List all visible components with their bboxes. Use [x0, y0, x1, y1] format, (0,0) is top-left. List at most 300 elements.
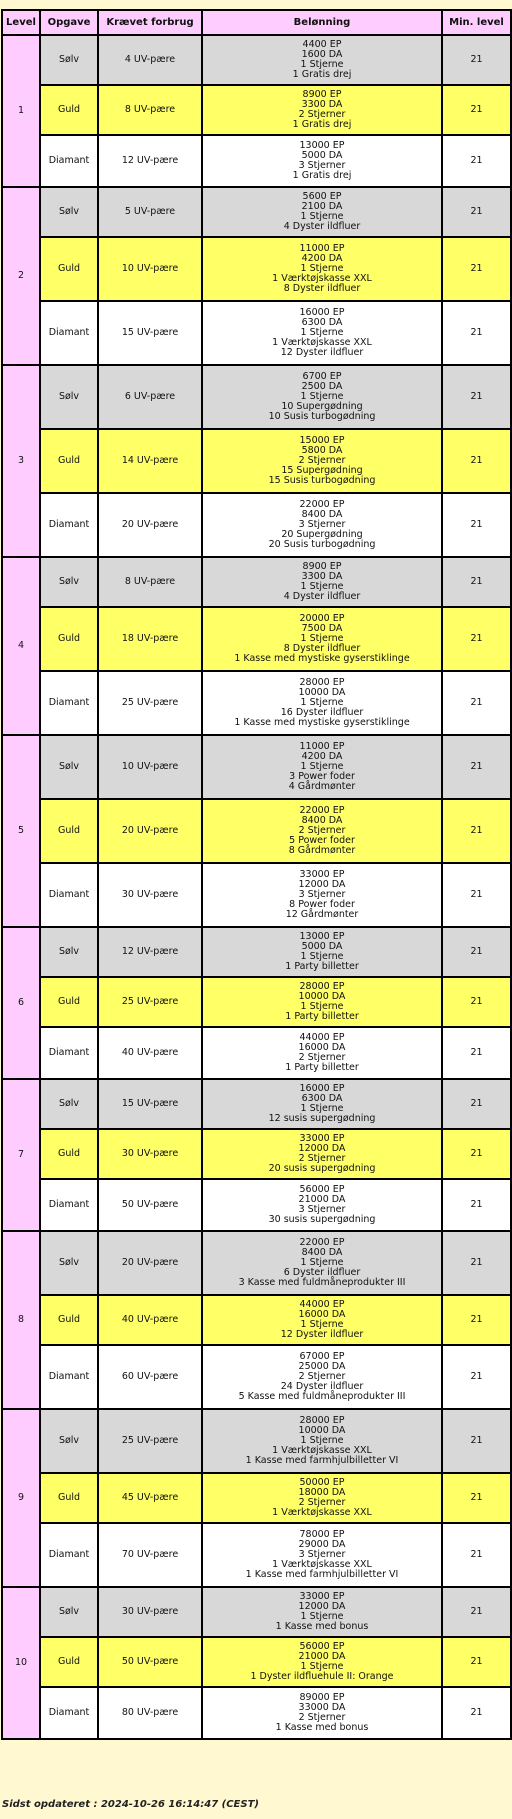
table-row [2, 1179, 511, 1231]
table-row [2, 1587, 511, 1637]
reward-line: 4 Dyster ildfluer [283, 221, 361, 232]
reward-cell [202, 365, 442, 429]
reward-cell [202, 977, 442, 1027]
min-level-cell: 21 [442, 671, 511, 735]
reward-line: 12 Dyster ildfluer [280, 1329, 364, 1340]
reward-line: 8 Power foder [289, 899, 355, 910]
reward-line: 4400 EP [302, 39, 342, 50]
reward-line: 44000 EP [299, 1032, 345, 1043]
forbrug-cell: 80 UV-pære [98, 1687, 202, 1739]
reward-line: 2500 DA [301, 381, 343, 392]
reward-line: 6700 EP [302, 371, 342, 382]
level-cell: 8 [2, 1231, 40, 1409]
reward-line: 1 Stjerne [300, 1319, 344, 1330]
reward-line: 7500 DA [301, 623, 343, 634]
min-level-cell: 21 [442, 237, 511, 301]
reward-line: 6300 DA [301, 1093, 343, 1104]
reward-line: 12 susis supergødning [268, 1113, 376, 1124]
reward-line: 1 Værktøjskasse XXL [272, 1445, 372, 1456]
min-level-cell: 21 [442, 493, 511, 557]
table-row [2, 1295, 511, 1345]
reward-cell [202, 1179, 442, 1231]
reward-line: 16000 DA [298, 1042, 346, 1053]
header-level: Level [2, 10, 40, 35]
reward-cell [202, 1409, 442, 1473]
min-level-cell: 21 [442, 301, 511, 365]
opgave-cell: Diamant [40, 1027, 98, 1079]
opgave-cell: Sølv [40, 1587, 98, 1637]
reward-line: 4200 DA [301, 253, 343, 264]
forbrug-cell: 20 UV-pære [98, 799, 202, 863]
reward-line: 5800 DA [301, 445, 343, 456]
header-forbrug: Krævet forbrug [98, 10, 202, 35]
reward-line: 8400 DA [301, 509, 343, 520]
opgave-cell: Diamant [40, 1179, 98, 1231]
reward-cell [202, 187, 442, 237]
header-min-level: Min. level [442, 10, 511, 35]
reward-line: 12000 DA [298, 879, 346, 890]
reward-line: 50000 EP [299, 1477, 345, 1488]
table-row [2, 799, 511, 863]
reward-line: 1 Værktøjskasse XXL [272, 337, 372, 348]
header-row [2, 10, 511, 35]
min-level-cell: 21 [442, 1587, 511, 1637]
table-row [2, 135, 511, 187]
reward-line: 2 Stjerner [298, 1371, 346, 1382]
min-level-cell: 21 [442, 35, 511, 85]
min-level-cell: 21 [442, 735, 511, 799]
reward-cell [202, 429, 442, 493]
last-updated: Sidst opdateret : 2024-10-26 16:14:47 (CEST) [2, 1799, 259, 1810]
reward-line: 1 Kasse med farmhjulbilletter VI [245, 1455, 399, 1466]
reward-line: 1 Stjerne [300, 391, 344, 402]
level-cell: 3 [2, 365, 40, 557]
header-opgave: Opgave [40, 10, 98, 35]
reward-line: 5000 DA [301, 941, 343, 952]
reward-cell [202, 927, 442, 977]
reward-line: 5000 DA [301, 150, 343, 161]
reward-cell [202, 1587, 442, 1637]
forbrug-cell: 12 UV-pære [98, 135, 202, 187]
reward-line: 1600 DA [301, 49, 343, 60]
reward-line: 16000 EP [299, 307, 345, 318]
opgave-cell: Guld [40, 429, 98, 493]
forbrug-cell: 10 UV-pære [98, 735, 202, 799]
reward-cell [202, 1295, 442, 1345]
opgave-cell: Sølv [40, 557, 98, 607]
reward-line: 10000 DA [298, 1425, 346, 1436]
opgave-cell: Guld [40, 1129, 98, 1179]
forbrug-cell: 18 UV-pære [98, 607, 202, 671]
reward-line: 1 Party billetter [285, 1011, 359, 1022]
reward-line: 1 Stjerne [300, 263, 344, 274]
opgave-cell: Diamant [40, 493, 98, 557]
forbrug-cell: 6 UV-pære [98, 365, 202, 429]
reward-line: 18000 DA [298, 1487, 346, 1498]
min-level-cell: 21 [442, 1473, 511, 1523]
table-row [2, 735, 511, 799]
reward-line: 5 Power foder [289, 835, 355, 846]
reward-line: 15 Susis turbogødning [268, 475, 376, 486]
reward-cell [202, 493, 442, 557]
reward-line: 13000 EP [299, 140, 345, 151]
reward-line: 1 Værktøjskasse XXL [272, 1559, 372, 1570]
opgave-cell: Sølv [40, 927, 98, 977]
reward-line: 1 Stjerne [300, 211, 344, 222]
reward-line: 3 Stjerner [298, 160, 346, 171]
opgave-cell: Diamant [40, 1345, 98, 1409]
reward-line: 8400 DA [301, 1247, 343, 1258]
reward-line: 12 Dyster ildfluer [280, 347, 364, 358]
opgave-cell: Guld [40, 799, 98, 863]
min-level-cell: 21 [442, 1523, 511, 1587]
reward-line: 2 Stjerner [298, 1052, 346, 1063]
opgave-cell: Diamant [40, 671, 98, 735]
forbrug-cell: 45 UV-pære [98, 1473, 202, 1523]
reward-cell [202, 1231, 442, 1295]
reward-line: 1 Stjerne [300, 761, 344, 772]
forbrug-cell: 20 UV-pære [98, 1231, 202, 1295]
reward-line: 44000 EP [299, 1299, 345, 1310]
table-row [2, 927, 511, 977]
level-cell: 10 [2, 1587, 40, 1739]
reward-cell [202, 1129, 442, 1179]
reward-line: 1 Stjerne [300, 327, 344, 338]
forbrug-cell: 15 UV-pære [98, 301, 202, 365]
min-level-cell: 21 [442, 1179, 511, 1231]
reward-line: 21000 DA [298, 1194, 346, 1205]
min-level-cell: 21 [442, 365, 511, 429]
reward-line: 1 Stjerne [300, 633, 344, 644]
reward-cell [202, 799, 442, 863]
opgave-cell: Sølv [40, 1409, 98, 1473]
min-level-cell: 21 [442, 863, 511, 927]
opgave-cell: Sølv [40, 735, 98, 799]
opgave-cell: Sølv [40, 1079, 98, 1129]
reward-line: 8400 DA [301, 815, 343, 826]
forbrug-cell: 5 UV-pære [98, 187, 202, 237]
reward-line: 28000 EP [299, 677, 345, 688]
forbrug-cell: 10 UV-pære [98, 237, 202, 301]
forbrug-cell: 14 UV-pære [98, 429, 202, 493]
table-row [2, 237, 511, 301]
opgave-cell: Sølv [40, 187, 98, 237]
reward-cell [202, 1027, 442, 1079]
reward-line: 12000 DA [298, 1143, 346, 1154]
reward-line: 1 Stjerne [300, 1661, 344, 1672]
min-level-cell: 21 [442, 1231, 511, 1295]
reward-line: 15 Supergødning [281, 465, 363, 476]
reward-line: 1 Stjerne [300, 1001, 344, 1012]
table-row [2, 187, 511, 237]
reward-line: 1 Stjerne [300, 697, 344, 708]
reward-line: 6 Dyster ildfluer [283, 1267, 361, 1278]
reward-line: 5 Kasse med fuldmåneprodukter III [238, 1391, 406, 1402]
reward-cell [202, 1345, 442, 1409]
table-row [2, 1129, 511, 1179]
reward-line: 30 susis supergødning [268, 1214, 376, 1225]
reward-line: 1 Stjerne [300, 59, 344, 70]
reward-line: 2100 DA [301, 201, 343, 212]
min-level-cell: 21 [442, 927, 511, 977]
reward-line: 1 Gratis drej [292, 170, 352, 181]
reward-line: 6300 DA [301, 317, 343, 328]
reward-line: 1 Kasse med bonus [275, 1722, 369, 1733]
opgave-cell: Guld [40, 237, 98, 301]
table-row [2, 1637, 511, 1687]
table-row [2, 493, 511, 557]
reward-line: 3300 DA [301, 99, 343, 110]
level-cell: 6 [2, 927, 40, 1079]
header-belonning: Belønning [202, 10, 442, 35]
reward-cell [202, 671, 442, 735]
table-row [2, 1079, 511, 1129]
min-level-cell: 21 [442, 799, 511, 863]
reward-line: 12000 DA [298, 1601, 346, 1612]
reward-line: 8900 EP [302, 89, 342, 100]
reward-line: 3 Kasse med fuldmåneprodukter III [238, 1277, 406, 1288]
forbrug-cell: 25 UV-pære [98, 1409, 202, 1473]
reward-line: 89000 EP [299, 1692, 345, 1703]
table-row [2, 671, 511, 735]
reward-line: 1 Stjerne [300, 581, 344, 592]
table-row [2, 1345, 511, 1409]
forbrug-cell: 8 UV-pære [98, 85, 202, 135]
level-cell: 4 [2, 557, 40, 735]
table-row [2, 1027, 511, 1079]
min-level-cell: 21 [442, 1345, 511, 1409]
reward-line: 22000 EP [299, 1237, 345, 1248]
reward-line: 8 Dyster ildfluer [283, 643, 361, 654]
level-cell: 2 [2, 187, 40, 365]
table-row [2, 301, 511, 365]
reward-line: 5600 EP [302, 191, 342, 202]
reward-line: 11000 EP [299, 741, 345, 752]
level-cell: 9 [2, 1409, 40, 1587]
reward-line: 22000 EP [299, 499, 345, 510]
reward-line: 2 Stjerner [298, 825, 346, 836]
forbrug-cell: 15 UV-pære [98, 1079, 202, 1129]
reward-line: 10000 DA [298, 991, 346, 1002]
opgave-cell: Diamant [40, 301, 98, 365]
reward-cell [202, 1079, 442, 1129]
reward-line: 2 Stjerner [298, 1153, 346, 1164]
opgave-cell: Diamant [40, 863, 98, 927]
reward-line: 24 Dyster ildfluer [280, 1381, 364, 1392]
level-cell: 1 [2, 35, 40, 187]
forbrug-cell: 60 UV-pære [98, 1345, 202, 1409]
reward-line: 67000 EP [299, 1351, 345, 1362]
min-level-cell: 21 [442, 135, 511, 187]
table-row [2, 607, 511, 671]
opgave-cell: Guld [40, 607, 98, 671]
min-level-cell: 21 [442, 1409, 511, 1473]
reward-line: 33000 DA [298, 1702, 346, 1713]
reward-line: 20 Supergødning [281, 529, 363, 540]
reward-line: 1 Stjerne [300, 1257, 344, 1268]
forbrug-cell: 40 UV-pære [98, 1295, 202, 1345]
reward-line: 20000 EP [299, 613, 345, 624]
table-row [2, 1523, 511, 1587]
reward-line: 1 Party billetter [285, 961, 359, 972]
reward-cell [202, 735, 442, 799]
reward-line: 33000 EP [299, 869, 345, 880]
reward-line: 3 Stjerner [298, 1549, 346, 1560]
reward-line: 29000 DA [298, 1539, 346, 1550]
forbrug-cell: 30 UV-pære [98, 1129, 202, 1179]
reward-line: 1 Værktøjskasse XXL [272, 1507, 372, 1518]
reward-line: 1 Stjerne [300, 1611, 344, 1622]
rewards-table [1, 9, 512, 1740]
table-row [2, 1687, 511, 1739]
reward-line: 8900 EP [302, 561, 342, 572]
reward-line: 1 Gratis drej [292, 69, 352, 80]
table-row [2, 1473, 511, 1523]
opgave-cell: Diamant [40, 1687, 98, 1739]
reward-line: 2 Stjerner [298, 455, 346, 466]
reward-cell [202, 1523, 442, 1587]
reward-cell [202, 35, 442, 85]
reward-line: 25000 DA [298, 1361, 346, 1372]
reward-line: 1 Dyster ildfluehule II: Orange [250, 1671, 394, 1682]
level-cell: 5 [2, 735, 40, 927]
opgave-cell: Guld [40, 977, 98, 1027]
table-row [2, 1231, 511, 1295]
reward-line: 1 Kasse med mystiske gyserstiklinge [234, 717, 410, 728]
reward-line: 10000 DA [298, 687, 346, 698]
reward-line: 16000 DA [298, 1309, 346, 1320]
table-row [2, 429, 511, 493]
forbrug-cell: 40 UV-pære [98, 1027, 202, 1079]
reward-line: 20 Susis turbogødning [268, 539, 376, 550]
reward-line: 28000 EP [299, 981, 345, 992]
reward-cell [202, 1687, 442, 1739]
forbrug-cell: 12 UV-pære [98, 927, 202, 977]
table-row [2, 85, 511, 135]
reward-line: 33000 EP [299, 1591, 345, 1602]
reward-line: 3300 DA [301, 571, 343, 582]
reward-line: 3 Stjerner [298, 519, 346, 530]
opgave-cell: Diamant [40, 135, 98, 187]
opgave-cell: Guld [40, 1473, 98, 1523]
reward-line: 20 susis supergødning [268, 1163, 376, 1174]
forbrug-cell: 30 UV-pære [98, 863, 202, 927]
opgave-cell: Guld [40, 85, 98, 135]
forbrug-cell: 25 UV-pære [98, 977, 202, 1027]
forbrug-cell: 50 UV-pære [98, 1179, 202, 1231]
reward-line: 21000 DA [298, 1651, 346, 1662]
min-level-cell: 21 [442, 557, 511, 607]
reward-line: 8 Gårdmønter [288, 845, 356, 856]
reward-line: 1 Party billetter [285, 1062, 359, 1073]
table-row [2, 35, 511, 85]
reward-line: 1 Kasse med bonus [275, 1621, 369, 1632]
min-level-cell: 21 [442, 977, 511, 1027]
reward-line: 3 Stjerner [298, 889, 346, 900]
reward-line: 1 Kasse med mystiske gyserstiklinge [234, 653, 410, 664]
reward-line: 1 Værktøjskasse XXL [272, 273, 372, 284]
reward-cell [202, 557, 442, 607]
reward-line: 8 Dyster ildfluer [283, 283, 361, 294]
min-level-cell: 21 [442, 1637, 511, 1687]
reward-cell [202, 237, 442, 301]
reward-line: 56000 EP [299, 1641, 345, 1652]
min-level-cell: 21 [442, 1027, 511, 1079]
forbrug-cell: 20 UV-pære [98, 493, 202, 557]
reward-line: 4 Gårdmønter [288, 781, 356, 792]
table-row [2, 557, 511, 607]
level-cell: 7 [2, 1079, 40, 1231]
reward-line: 1 Stjerne [300, 1435, 344, 1446]
opgave-cell: Sølv [40, 35, 98, 85]
forbrug-cell: 25 UV-pære [98, 671, 202, 735]
reward-line: 56000 EP [299, 1184, 345, 1195]
min-level-cell: 21 [442, 1129, 511, 1179]
min-level-cell: 21 [442, 85, 511, 135]
reward-cell [202, 1637, 442, 1687]
min-level-cell: 21 [442, 1079, 511, 1129]
reward-cell [202, 1473, 442, 1523]
reward-line: 13000 EP [299, 931, 345, 942]
min-level-cell: 21 [442, 1295, 511, 1345]
reward-line: 1 Gratis drej [292, 119, 352, 130]
reward-line: 15000 EP [299, 435, 345, 446]
reward-line: 1 Stjerne [300, 951, 344, 962]
reward-line: 4 Dyster ildfluer [283, 591, 361, 602]
table-row [2, 1409, 511, 1473]
reward-line: 22000 EP [299, 805, 345, 816]
reward-line: 11000 EP [299, 243, 345, 254]
reward-cell [202, 85, 442, 135]
opgave-cell: Sølv [40, 1231, 98, 1295]
reward-line: 16 Dyster ildfluer [280, 707, 364, 718]
reward-line: 3 Power foder [289, 771, 355, 782]
reward-line: 2 Stjerner [298, 109, 346, 120]
reward-line: 33000 EP [299, 1133, 345, 1144]
forbrug-cell: 30 UV-pære [98, 1587, 202, 1637]
opgave-cell: Diamant [40, 1523, 98, 1587]
reward-line: 3 Stjerner [298, 1204, 346, 1215]
min-level-cell: 21 [442, 429, 511, 493]
reward-line: 2 Stjerner [298, 1497, 346, 1508]
reward-line: 78000 EP [299, 1529, 345, 1540]
reward-line: 16000 EP [299, 1083, 345, 1094]
opgave-cell: Guld [40, 1295, 98, 1345]
opgave-cell: Guld [40, 1637, 98, 1687]
min-level-cell: 21 [442, 187, 511, 237]
reward-cell [202, 301, 442, 365]
forbrug-cell: 70 UV-pære [98, 1523, 202, 1587]
table-body [2, 35, 511, 1739]
table-row [2, 863, 511, 927]
forbrug-cell: 8 UV-pære [98, 557, 202, 607]
reward-line: 4200 DA [301, 751, 343, 762]
table-row [2, 977, 511, 1027]
reward-line: 10 Supergødning [281, 401, 363, 412]
table-row [2, 365, 511, 429]
opgave-cell: Sølv [40, 365, 98, 429]
reward-cell [202, 135, 442, 187]
reward-line: 10 Susis turbogødning [268, 411, 376, 422]
reward-cell [202, 863, 442, 927]
min-level-cell: 21 [442, 607, 511, 671]
reward-line: 2 Stjerner [298, 1712, 346, 1723]
forbrug-cell: 50 UV-pære [98, 1637, 202, 1687]
reward-line: 1 Stjerne [300, 1103, 344, 1114]
forbrug-cell: 4 UV-pære [98, 35, 202, 85]
min-level-cell: 21 [442, 1687, 511, 1739]
reward-line: 12 Gårdmønter [285, 909, 359, 920]
